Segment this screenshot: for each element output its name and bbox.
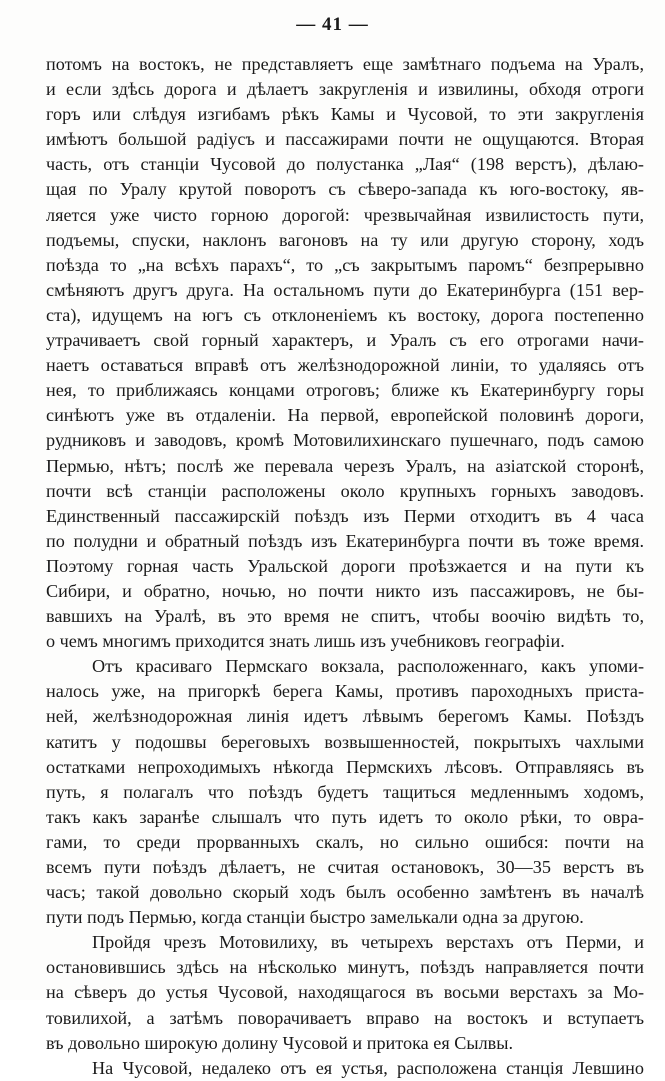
text-line: всемъ пути поѣздъ дѣлаетъ, не считая остановокъ, 30—35 верстъ въ	[46, 857, 644, 877]
text-line: въ довольно широкую долину Чусовой и притока ея Сылвы.	[46, 1032, 514, 1053]
text-line: синѣютъ уже въ отдаленіи. На первой, европейской половинѣ дороги,	[46, 405, 644, 426]
text-line: о чемъ многимъ приходится знать лишь изъ учебниковъ географіи.	[46, 631, 565, 652]
page-number: — 41 —	[296, 14, 369, 35]
text-line: вавшихъ на Уралѣ, въ это время не спитъ, чтобы воочію видѣть то,	[46, 606, 644, 627]
text-line: гами, то среди прорванныхъ скалъ, но сильно ошибся: почти на	[46, 831, 644, 852]
text-line: Пермью, нѣтъ; послѣ же перевала черезъ Уралъ, на азіатской сторонѣ,	[46, 455, 644, 476]
text-line: ляется уже чисто горною дорогой: чрезвычайная извилистость пути,	[46, 204, 644, 225]
text-line: На Чусовой, недалеко отъ ея устья, расположена станція Левшино	[92, 1057, 644, 1078]
text-line: подъемы, спуски, наклонъ вагоновъ на ту или другую сторону, ходъ	[46, 229, 644, 250]
body-text	[46, 52, 644, 1081]
text-line: такъ какъ заранѣе слышалъ что путь идетъ то около рѣки, то овра-	[46, 806, 644, 827]
text-line: по полудни и обратный поѣздъ изъ Екатеринбурга почти въ тоже время.	[46, 530, 644, 551]
text-line: путь, я полагалъ что поѣздъ будетъ тащиться медленнымъ ходомъ,	[46, 781, 644, 802]
text-line: смѣняютъ другъ друга. На остальномъ пути до Екатеринбурга (151 вер-	[46, 279, 644, 300]
text-line: и если здѣсь дорога и дѣлаетъ закругленія и извилины, обходя отроги	[46, 79, 644, 100]
text-line: утрачиваетъ свой горный характеръ, и Уралъ съ его отрогами начи-	[46, 330, 644, 351]
text-line: Пройдя чрезъ Мотовилиху, въ четырехъ верстахъ отъ Перми, и	[92, 932, 644, 953]
text-line: рудниковъ и заводовъ, кромѣ Мотовилихинскаго пушечнаго, подъ самою	[46, 430, 644, 451]
text-line: наетъ оставаться вправѣ отъ желѣзнодорожной линіи, то удаляясь отъ	[46, 355, 644, 376]
text-line: товилихой, а затѣмъ поворачиваетъ вправо на востокъ и вступаетъ	[46, 1007, 644, 1028]
text-line: налось уже, на пригоркѣ берега Камы, противъ пароходныхъ приста-	[46, 681, 644, 702]
text-line: пути подъ Пермью, когда станціи быстро замелькали одна за другою.	[46, 907, 584, 928]
text-line: щая по Уралу крутой поворотъ съ сѣверо-запада къ юго-востоку, яв-	[46, 179, 644, 200]
text-line: Сибири, и обратно, ночью, но почти никто изъ пассажировъ, не бы-	[46, 580, 644, 601]
text-line: Поэтому горная часть Уральской дороги проѣзжается и на пути къ	[46, 555, 644, 576]
text-line: часъ; такой довольно скорый ходъ былъ особенно замѣтенъ въ началѣ	[46, 882, 644, 903]
text-line: Отъ красиваго Пермскаго вокзала, расположеннаго, какъ упоми-	[92, 656, 644, 677]
text-line: потомъ на востокъ, не представляетъ еще замѣтнаго подъема на Уралъ,	[46, 54, 644, 74]
text-line: на сѣверъ до устья Чусовой, находящагося въ восьми верстахъ за Мо-	[46, 982, 644, 1003]
text-line: почти всѣ станціи расположены около крупныхъ горныхъ заводовъ.	[46, 480, 644, 501]
text-line: часть, отъ станціи Чусовой до полустанка „Лая“ (198 верстъ), дѣлаю-	[46, 154, 644, 175]
text-line: ней, желѣзнодорожная линія идетъ лѣвымъ берегомъ Камы. Поѣздъ	[46, 706, 644, 727]
text-line: остатками непроходимыхъ нѣкогда Пермскихъ лѣсовъ. Отправляясь въ	[46, 756, 644, 777]
text-line: нея, то приближаясь концами отроговъ; ближе къ Екатеринбургу горы	[46, 380, 644, 401]
text-line: Единственный пассажирскій поѣздъ изъ Перми отходитъ въ 4 часа	[46, 505, 644, 526]
text-line: ста), идущемъ на югъ съ отклоненіемъ къ востоку, дорога постепенно	[46, 304, 644, 325]
text-line: горъ или слѣдуя изгибамъ рѣкъ Камы и Чусовой, то эти закругленія	[46, 104, 644, 125]
text-line: катитъ у подошвы береговыхъ возвышенностей, покрытыхъ чахлыми	[46, 731, 644, 752]
text-line: поѣзда то „на всѣхъ парахъ“, то „съ закрытымъ паромъ“ безпрерывно	[46, 254, 644, 275]
text-line: остановившись здѣсь на нѣсколько минутъ, поѣздъ направляется почти	[46, 957, 644, 978]
text-line: имѣютъ большой радіусъ и пассажирами почти не ощущаются. Вторая	[46, 129, 644, 150]
